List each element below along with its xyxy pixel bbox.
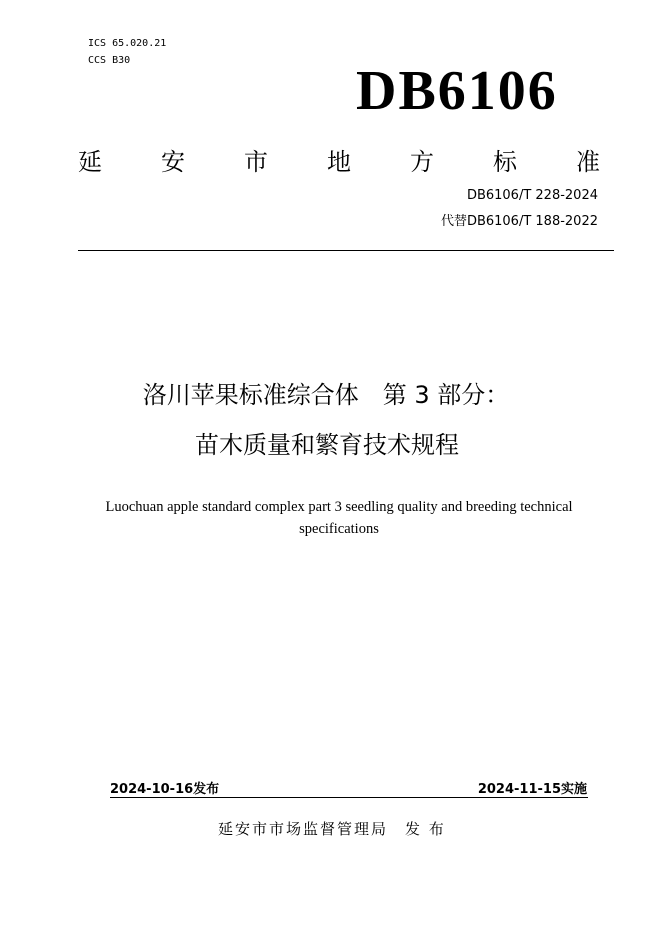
title-line-2: 苗木质量和繁育技术规程 — [195, 431, 459, 459]
publish-date: 2024-10-16发布 — [110, 782, 220, 797]
standard-kind-char: 标 — [493, 148, 517, 176]
standard-kind-char: 安 — [161, 148, 185, 176]
footer-divider — [110, 797, 588, 798]
standard-kind-char: 延 — [78, 148, 102, 176]
replaces-standard: 代替DB6106/T 188-2022 — [440, 214, 598, 229]
standard-kind-char: 方 — [410, 148, 434, 176]
standard-kind — [78, 145, 600, 179]
standard-logo: DB6106 — [356, 60, 558, 122]
header-divider — [78, 250, 614, 251]
issuer: 延安市市场监督管理局 发 布 — [218, 820, 446, 838]
effective-date: 2024-11-15实施 — [477, 782, 587, 797]
english-title: Luochuan apple standard complex part 3 seedling quality and breeding technical specifications — [105, 499, 573, 537]
title-line-1: 洛川苹果标准综合体 第 3 部分： — [142, 381, 510, 409]
standard-kind-char: 市 — [244, 148, 268, 176]
standard-kind-char: 地 — [327, 148, 351, 176]
standard-kind-char: 准 — [576, 148, 600, 176]
ccs-code: CCS B30 — [88, 55, 131, 66]
standard-number: DB6106/T 228-2024 — [466, 188, 598, 203]
ics-code: ICS 65.020.21 — [88, 38, 167, 49]
